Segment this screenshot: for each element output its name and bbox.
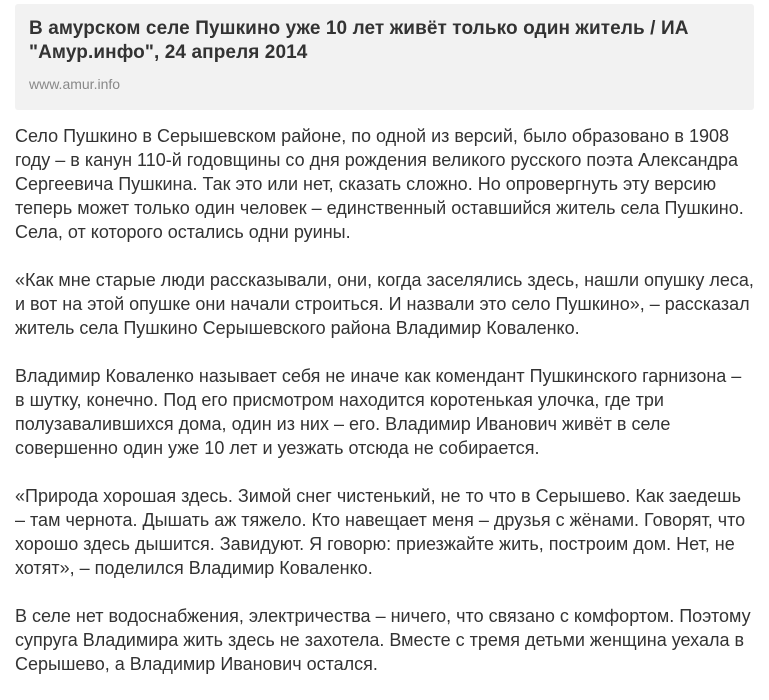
source-card[interactable]: [15, 4, 754, 110]
article-paragraph-2: «Как мне старые люди рассказывали, они, когда заселялись здесь, нашли опушку леса, и вот на этой опушке они начали строиться. И назвали это село Пушкино», – рассказал житель села Пушкино Серышевского района Владимир Коваленко.: [15, 270, 754, 338]
article-paragraph-5: В селе нет водоснабжения, электричества – ничего, что связано с комфортом. Поэтому супруга Владимира жить здесь не захотела. Вместе с тремя детьми женщина уехала в Серышево, а Владимир Иванович остался.: [15, 606, 751, 674]
source-title[interactable]: В амурском селе Пушкино уже 10 лет живёт только один житель / ИА "Амур.инфо", 24 апреля 2014: [29, 18, 689, 63]
source-domain: www.amur.info: [29, 76, 121, 92]
article-paragraph-4: «Природа хорошая здесь. Зимой снег чистенький, не то что в Серышево. Как заедешь – там чернота. Дышать аж тяжело. Кто навещает меня – друзья с жёнами. Говорят, что хорошо здесь дышится. Завидуют. Я говорю: приезжайте жить, построим дом. Нет, не хотят», – поделился Владимир Коваленко.: [15, 486, 746, 578]
article-body: [15, 124, 755, 700]
article-paragraph-3: Владимир Коваленко называет себя не иначе как комендант Пушкинского гарнизона – в шутку, конечно. Под его присмотром находится коротенькая улочка, где три полузавалившихся дома, один из них – его. Владимир Иванович живёт в селе совершенно один уже 10 лет и уезжать отсюда не собирается.: [15, 366, 742, 458]
article-paragraph-1: Село Пушкино в Серышевском районе, по одной из версий, было образовано в 1908 году – в канун 110-й годовщины со дня рождения великого русского поэта Александра Сергеевича Пушкина. Так это или нет, сказать сложно. Но опровергнуть эту версию теперь может только один человек – единственный оставшийся житель села Пушкино. Села, от которого остались одни руины.: [15, 126, 744, 242]
